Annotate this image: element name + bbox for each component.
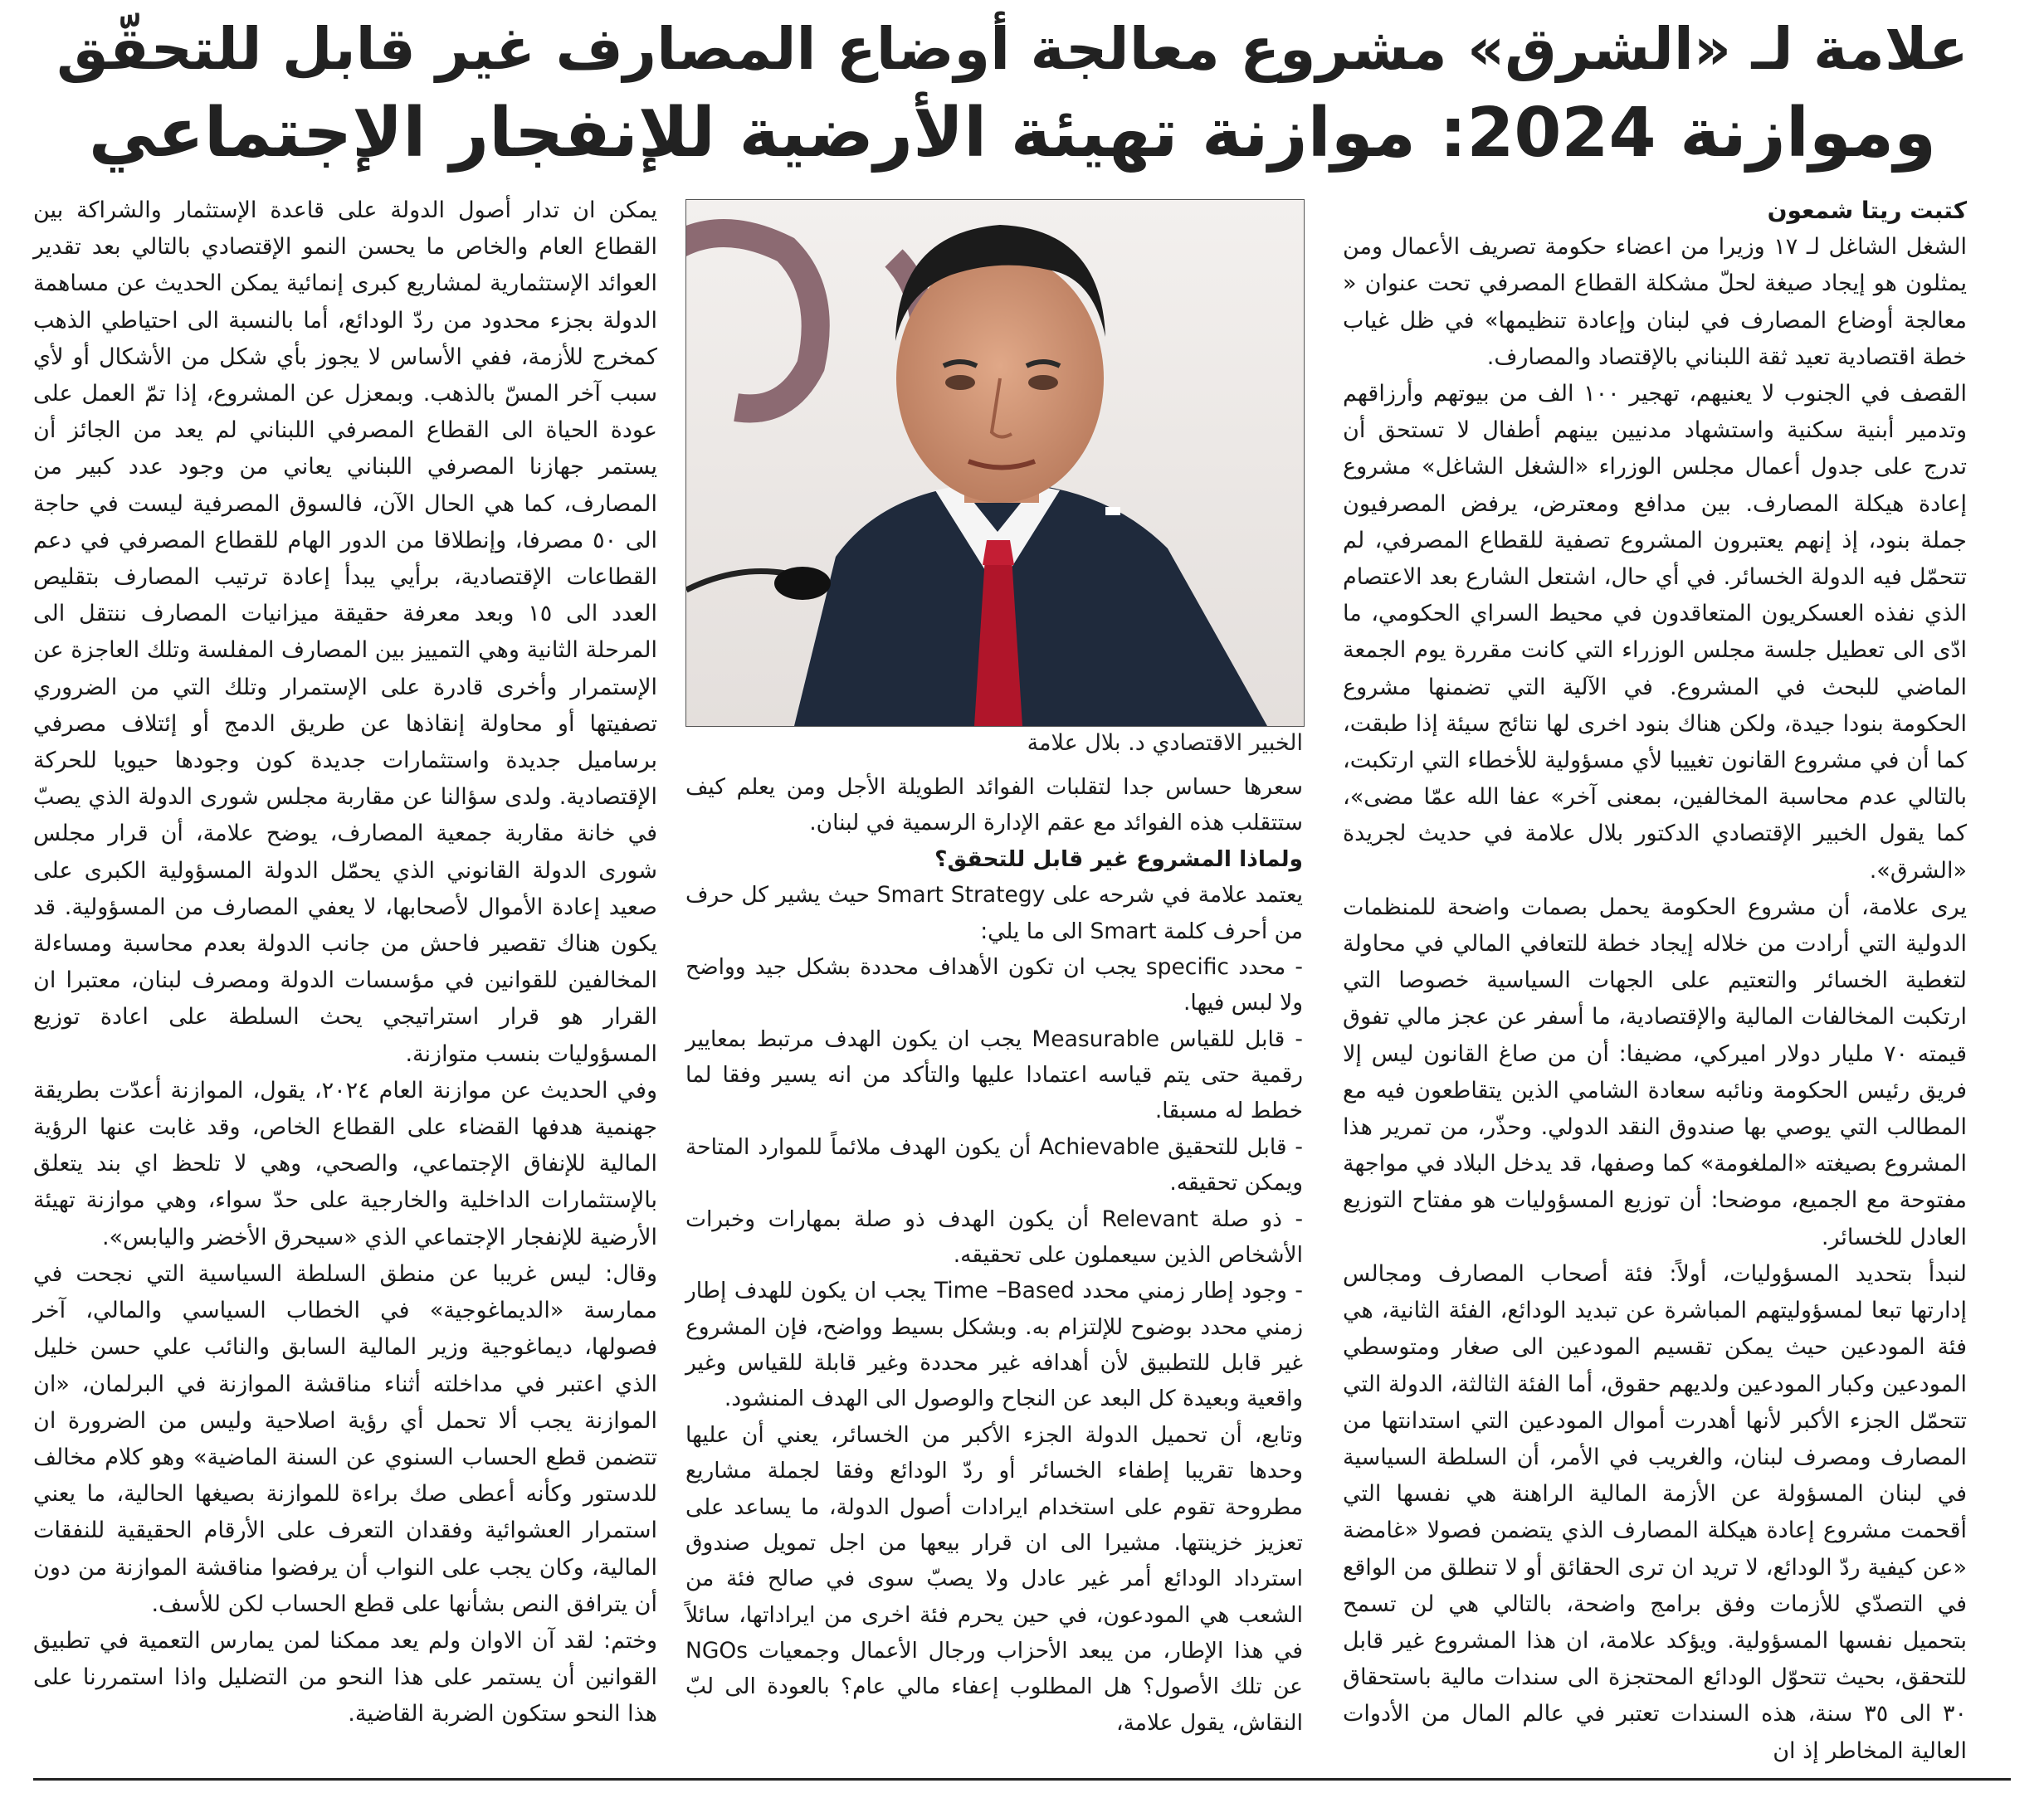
article-column-right (1343, 192, 1967, 1770)
paragraph: الشغل الشاغل لـ ١٧ وزيرا من اعضاء حكومة تصريف الأعمال ومن يمثلون هو إيجاد صيغة لحلّ مشكلة القطاع المصرفي تحت عنوان « معالجة أوضاع المصارف في لبنان وإعادة تنظيمها» في ظل غياب خطة اقتصادية تعيد ثقة اللبناني بالإقتصاد والمصارف. (1343, 234, 1968, 370)
bottom-rule (33, 1778, 2011, 1781)
paragraph: سعرها حساس جدا لتقلبات الفوائد الطويلة الأجل ومن يعلم كيف ستتقلب هذه الفوائد مع عقم الإدارة الرسمية في لبنان. (685, 774, 1303, 836)
article-column-middle (685, 769, 1303, 1741)
paragraph: وقال: ليس غريبا عن منطق السلطة السياسية التي نجحت في ممارسة «الديماغوجية» في الخطاب السياسي والمالي، آخر فصولها، ديماغوجية وزير المالية السابق والنائب علي حسن خليل الذي اعتبر في مداخلته أثناء مناقشة الموازنة في البرلمان، «ان الموازنة يجب ألا تحمل أي رؤية اصلاحية وليس من الضرورة ان تتضمن قطع الحساب السنوي عن السنة الماضية» وهو كلام مخالف للدستور وكأنه أعطى صك براءة للموازنة بصيغها الحالية، ما يعني استمرار العشوائية وفقدان التعرف على الأرقام الحقيقية للنفقات المالية، وكان يجب على النواب أن يرفضوا مناقشة الموازنة من دون أن يترافق النص بشأنها على قطع الحساب لكن للأسف. (33, 1260, 657, 1617)
paragraph: يعتمد علامة في شرحه على Smart Strategy حيث يشير كل حرف من أحرف كلمة Smart الى ما يلي: (685, 882, 1303, 944)
paragraph: وفي الحديث عن موازنة العام ٢٠٢٤، يقول، الموازنة أعدّت بطريقة جهنمية هدفها القضاء على القطاع الخاص، وقد غابت عنها الرؤية المالية للإنفاق الإجتماعي، والصحي، وهي لا تلحظ اي بند يتعلق بالإستثمارات الداخلية والخارجية على حدّ سواء، وهي موازنة تهيئة الأرضية للإنفجار الإجتماعي الذي «سيحرق الأخضر واليابس». (33, 1077, 657, 1250)
paragraph: لنبدأ بتحديد المسؤوليات، أولاً: فئة أصحاب المصارف ومجالس إدارتها تبعا لمسؤوليتهم المباشرة عن تبديد الودائع، الفئة الثانية، هي فئة المودعين حيث يمكن تقسيم المودعين الى صغار ومتوسطي المودعين وكبار المودعين ولديهم حقوق، أما الفئة الثالثة، الدولة التي تتحمّل الجزء الأكبر لأنها أهدرت أموال المودعين التي استدانتها من المصارف ومصرف لبنان، والغريب في الأمر، أن السلطة السياسية في لبنان المسؤولة عن الأزمة المالية الراهنة هي نفسها التي أقحمت مشروع إعادة هيكلة المصارف الذي يتضمن فصولا «غامضة «عن كيفية ردّ الودائع، لا تريد ان ترى الحقائق أو لا تنطلق من الواقع في التصدّي للأزمات وفق برامج واضحة، بالتالي هي لن تسمح بتحميل نفسها المسؤولية. ويؤكد علامة، ان هذا المشروع غير قابل للتحقق، بحيث تتحوّل الودائع المحتجزة الى سندات مالية باستحقاق ٣٠ الى ٣٥ سنة، هذه السندات تعتبر في عالم المال من الأدوات العالية المخاطر إذ ان (1343, 1260, 1967, 1764)
paragraph: وختم: لقد آن الاوان ولم يعد ممكنا لمن يمارس التعمية في تطبيق القوانين أن يستمر على هذا النحو من التضليل واذا استمررنا على هذا النحو ستكون الضربة القاضية. (33, 1627, 657, 1727)
headline-line-1: علامة لـ «الشرق» مشروع معالجة أوضاع المصارف غير قابل للتحقّق (56, 15, 1968, 83)
article-column-left (33, 192, 657, 1733)
headline-line-2: وموازنة 2024: موازنة تهيئة الأرضية للإنفجار الإجتماعي (88, 94, 1937, 173)
list-item: - قابل للقياس Measurable يجب ان يكون الهدف مرتبط بمعايير رقمية حتى يتم قياسه اعتمادا عليها والتأكد من انه يسير وفقا لما خطط له مسبقا. (685, 1026, 1303, 1124)
paragraph: وتابع، أن تحميل الدولة الجزء الأكبر من الخسائر، يعني أن عليها وحدها تقريبا إطفاء الخسائر أو ردّ الودائع وفقا لجملة مشاريع مطروحة تقوم على استخدام ايرادات أصول الدولة، ما يساعد على تعزيز خزينتها. مشيرا الى ان قرار بيعها من اجل تمويل صندوق استرداد الودائع أمر غير عادل ولا يصبّ سوى في صالح فئة من الشعب هي المودعون، في حين يحرم فئة اخرى من ايراداتها، سائلاً في هذا الإطار، من يبعد الأحزاب ورجال الأعمال وجمعيات NGOs عن تلك الأصول؟ هل المطلوب إعفاء مالي عام؟ بالعودة الى لبّ النقاش، يقول علامة، (685, 1421, 1303, 1736)
photo-caption: الخبير الاقتصادي د. بلال علامة (1027, 730, 1303, 756)
subheading: ولماذا المشروع غير قابل للتحقق؟ (934, 845, 1303, 872)
byline: كتبت ريتا شمعون (1767, 197, 1967, 224)
list-item: - ذو صلة Relevant أن يكون الهدف ذو صلة بمهارات وخبرات الأشخاص الذين سيعملون على تحقيقه. (685, 1206, 1304, 1268)
list-item: - قابل للتحقيق Achievable أن يكون الهدف ملائماً للموارد المتاحة ويمكن تحقيقه. (685, 1133, 1303, 1196)
paragraph: يمكن ان تدار أصول الدولة على قاعدة الإستثمار والشراكة بين القطاع العام والخاص ما يحسن النمو الإقتصادي بالتالي بعد تقدير العوائد الإستثمارية لمشاريع كبرى إنمائية يمكن الحديث عن مساهمة الدولة بجزء محدود من ردّ الودائع، أما بالنسبة الى احتياطي الذهب كمخرج للأزمة، ففي الأساس لا يجوز بأي شكل من الأشكال أو لأي سبب آخر المسّ بالذهب. وبمعزل عن المشروع، إذا تمّ العمل على عودة الحياة الى القطاع المصرفي اللبناني لم يعد من الجائز أن يستمر جهازنا المصرفي اللبناني يعاني من وجود عدد كبير من المصارف، كما هي الحال الآن، فالسوق المصرفية ليست في حاجة الى ٥٠ مصرفا، وإنطلاقا من الدور الهام للقطاع المصرفي في دعم القطاعات الإقتصادية، برأيي يبدأ إعادة ترتيب المصارف بتقليص العدد الى ١٥ وبعد معرفة حقيقة ميزانيات المصارف ننتقل الى المرحلة الثانية وهي التمييز بين المصارف المفلسة وتلك العاجزة عن الإستمرار وأخرى قادرة على الإستمرار وتلك التي من الضروري تصفيتها أو محاولة إنقاذها عن طريق الدمج أو إئتلاف مصرفي برساميل جديدة واستثمارات جديدة كون وجودها حيويا للحركة الإقتصادية. ولدى سؤالنا عن مقاربة مجلس شورى الدولة الذي يصبّ في خانة مقاربة جمعية المصارف، يوضح علامة، أن قرار مجلس شورى الدولة القانوني الذي يحمّل الدولة المسؤولية الكبرى على صعيد إعادة الأموال لأصحابها، لا يعفي المصارف من المسؤولية. قد يكون هناك تقصير فاحش من جانب الدولة بعدم محاسبة ومساءلة المخالفين للقوانين في مؤسسات الدولة ومصرف لبنان، معتبرا ان القرار هو قرار استراتيجي يحث السلطة على اعادة توزيع المسؤوليات بنسب متوازنة. (33, 197, 657, 1067)
paragraph: القصف في الجنوب لا يعنيهم، تهجير ١٠٠ الف من بيوتهم وأرزاقهم وتدمير أبنية سكنية واستشهاد مدنيين بينهم أطفال لا تستحق أن تدرج على جدول أعمال مجلس الوزراء «الشغل الشاغل» مشروع إعادة هيكلة المصارف. بين مدافع ومعترض، يرفض المصرفيون جملة بنود، إذ إنهم يعتبرون المشروع تصفية للقطاع المصرفي، لم تتحمّل فيه الدولة الخسائر. في أي حال، اشتعل الشارع بعد الاعتصام الذي نفذه العسكريون المتعاقدون في محيط السراي الحكومي، ما ادّى الى تعطيل جلسة مجلس الوزراء التي كانت مقررة يوم الجمعة الماضي للبحث في المشروع. في الآلية التي تضمنها مشروع الحكومة بنودا جيدة، ولكن هناك بنود اخرى لها نتائج سيئة إذا طبقت، كما أن في مشروع القانون تغييبا لأي مسؤولية للأخطاء التي ارتكبت، بالتالي عدم محاسبة المخالفين، بمعنى آخر» عفا الله عمّا مضى»، كما يقول الخبير الإقتصادي الدكتور بلال علامة في حديث لجريدة «الشرق». (1343, 381, 1967, 884)
list-item: - وجود إطار زمني محدد Time –Based يجب ان يكون للهدف إطار زمني محدد بوضوح للإلتزام به. وبشكل بسيط وواضح، فإن المشروع غير قابل للتطبيق لأن أهدافه غير محددة وغير قابلة للقياس وغير واقعية وبعيدة كل البعد عن النجاح والوصول الى الهدف المنشود. (685, 1278, 1303, 1412)
portrait-photo (685, 199, 1305, 727)
list-item: - محدد specific يجب ان تكون الأهداف محددة بشكل جيد وواضح ولا لبس فيها. (685, 953, 1303, 1016)
paragraph: يرى علامة، أن مشروع الحكومة يحمل بصمات واضحة للمنظمات الدولية التي أرادت من خلاله إيجاد خطة للتعافي المالي في محاولة لتغطية الخسائر والتعتيم على الجهات السياسية خصوصا التي ارتكبت المخالفات المالية والإقتصادية، ما أسفر عن عجز مالي تفوق قيمته ٧٠ مليار دولار اميركي، مضيفا: أن من صاغ القانون ليس إلا فريق رئيس الحكومة ونائبه سعادة الشامي الذين يتقاطعون فيه مع المطالب التي يوصي بها صندوق النقد الدولي. وحذّر، من تمرير هذا المشروع بصيغته «الملغومة» كما وصفها، قد يدخل البلاد في مواجهة مفتوحة مع الجميع، موضحا: أن توزيع المسؤوليات هو مفتاح التوزيع العادل للخسائر. (1343, 894, 1967, 1250)
